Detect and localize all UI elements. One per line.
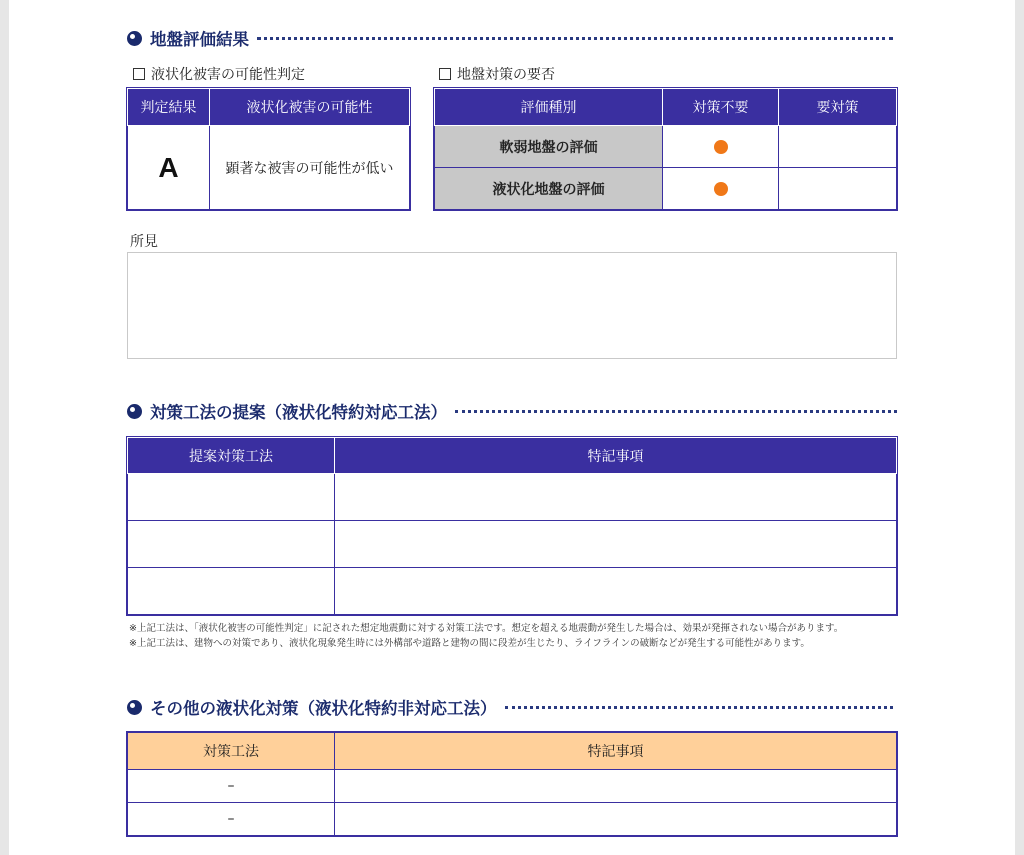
row-label-liquefaction-ground: 液状化地盤の評価 [435,168,663,210]
remarks-box [127,252,897,359]
cell-no-measure [663,126,779,168]
header-evaluation-type: 評価種別 [435,89,663,126]
header-judgement-result: 判定結果 [128,89,210,126]
dotted-leader [455,410,897,413]
section-proposed-methods-header [127,398,897,424]
header-measure-required: 要対策 [779,89,897,126]
measure-method-cell: – [128,770,335,803]
header-special-notes: 特記事項 [335,733,897,770]
proposed-method-cell [128,568,335,615]
section-ground-evaluation-header [127,25,893,51]
footnote: ※上記工法は、「液状化被害の可能性判定」に記された想定地震動に対する対策工法です。想定を超える地震動が発生した場合は、効果が発揮されない場合があります。 [129,623,844,634]
section-other-measures-header [127,694,893,720]
header-special-notes: 特記事項 [335,438,897,474]
selected-dot-icon [714,182,728,196]
subhead-ground-measures [439,64,555,84]
checkbox-icon [133,68,145,80]
special-notes-cell [335,568,897,615]
section-title: 地盤評価結果 [150,30,249,49]
special-notes-cell [335,474,897,521]
header-no-measure: 対策不要 [663,89,779,126]
special-notes-cell [335,521,897,568]
checkbox-icon [439,68,451,80]
remarks-label: 所見 [130,234,158,250]
liquefaction-judgement-table [127,88,410,210]
cell-measure-required [779,168,897,210]
header-liquefaction-possibility: 液状化被害の可能性 [210,89,410,126]
subhead-label: 液状化被害の可能性判定 [151,67,305,83]
dotted-leader [257,37,893,40]
cell-measure-required [779,126,897,168]
selected-dot-icon [714,140,728,154]
cell-no-measure [663,168,779,210]
subhead-liquefaction-judgement [133,64,305,84]
ground-measures-table [434,88,897,210]
special-notes-cell [335,803,897,836]
grade-cell [128,126,210,210]
measure-method-cell: – [128,803,335,836]
proposed-methods-table [127,437,897,615]
dotted-leader [505,706,894,709]
footnote: ※上記工法は、建物への対策であり、液状化現象発生時には外構部や道路と建物の間に段差が生じたり、ライフラインの破断などが発生する可能性があります。 [129,638,810,649]
header-measure-method: 対策工法 [128,733,335,770]
proposed-method-cell [128,474,335,521]
bullet-icon [127,31,142,46]
possibility-description: 顕著な被害の可能性が低い [210,126,410,210]
section-title: その他の液状化対策（液状化特約非対応工法） [150,699,497,718]
row-label-soft-ground: 軟弱地盤の評価 [435,126,663,168]
subhead-label: 地盤対策の要否 [457,67,555,83]
page-edge-left [0,0,9,855]
grade-value: A [158,151,179,183]
proposed-method-cell [128,521,335,568]
bullet-icon [127,700,142,715]
section-title: 対策工法の提案（液状化特約対応工法） [150,403,447,422]
special-notes-cell [335,770,897,803]
header-proposed-method: 提案対策工法 [128,438,335,474]
other-measures-table [127,732,897,836]
bullet-icon [127,404,142,419]
page-edge-right [1015,0,1024,855]
